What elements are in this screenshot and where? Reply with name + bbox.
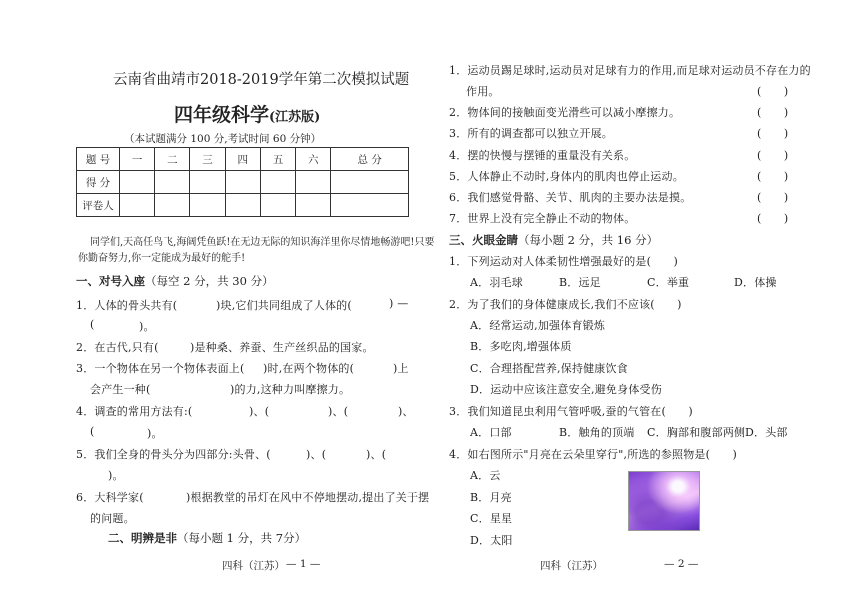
question-text: )、 — [398, 405, 414, 418]
grader-cell[interactable] — [296, 194, 331, 217]
grader-cell[interactable] — [225, 194, 260, 217]
question-text: )上 — [393, 362, 409, 375]
answer-bracket[interactable]: ( ) — [757, 127, 789, 140]
question-text: )、( — [328, 405, 349, 418]
option-d[interactable]: D．头部 — [745, 426, 788, 439]
score-header-cell: 五 — [260, 148, 295, 171]
question-text: 1．下列运动对人体柔韧性增强最好的是( ) — [449, 255, 678, 268]
exam-info: （本试题满分 100 分,考试时间 60 分钟） — [124, 133, 322, 145]
option-c[interactable]: C．举重 — [647, 276, 690, 289]
question-text: 会产生一种( — [90, 383, 151, 396]
grader-cell[interactable] — [120, 194, 155, 217]
question-text: 4．摆的快慢与摆锤的重量没有关系。 — [449, 149, 636, 162]
option-a[interactable]: A．羽毛球 — [470, 276, 523, 289]
option-d[interactable]: D．运动中应该注意安全,避免身体受伤 — [470, 383, 662, 396]
score-header-cell: 六 — [296, 148, 331, 171]
question-text: ( — [90, 318, 95, 331]
question-text: 4．调查的常用方法有:( — [76, 405, 193, 418]
question-text: 3．一个物体在另一个物体表面上( — [76, 362, 245, 375]
exam-subtitle: 四年级科学(江苏版) — [174, 104, 321, 126]
grader-row — [77, 194, 409, 217]
question-text: 2．物体间的接触面变光滑些可以减小摩擦力。 — [449, 106, 681, 119]
score-header-cell: 四 — [225, 148, 260, 171]
option-a[interactable]: A．云 — [470, 469, 501, 482]
option-d[interactable]: D．太阳 — [470, 534, 513, 547]
question-text: 作用。 — [466, 85, 500, 98]
question-text: )时,在两个物体的( — [263, 362, 355, 375]
question-text: ) — — [389, 297, 409, 310]
answer-bracket[interactable]: ( ) — [757, 191, 789, 204]
score-header-cell: 总 分 — [331, 148, 409, 171]
question-text: 3．所有的调查都可以独立开展。 — [449, 127, 613, 140]
section-title: 三、火眼金睛（每小题 2 分，共 16 分） — [449, 233, 659, 247]
score-cell[interactable] — [155, 171, 190, 194]
option-b[interactable]: B．多吃肉,增强体质 — [470, 340, 572, 353]
question-text: 6．大科学家( — [76, 491, 144, 504]
option-b[interactable]: B．触角的顶端 — [559, 426, 635, 439]
footer-subject: 四科（江苏） — [540, 560, 603, 572]
score-row-label: 得 分 — [77, 171, 120, 194]
option-b[interactable]: B．远足 — [559, 276, 601, 289]
question-text: 6．我们感觉骨骼、关节、肌肉的主要办法是摸。 — [449, 191, 692, 204]
question-text: 5．人体静止不动时,身体内的肌肉也停止运动。 — [449, 170, 684, 183]
intro-text: 你勤奋努力,你一定能成为最好的舵手! — [78, 253, 246, 264]
answer-bracket[interactable]: ( ) — [757, 212, 789, 225]
score-header-cell: 三 — [190, 148, 225, 171]
score-header-cell: 二 — [155, 148, 190, 171]
moon-cloud-image — [628, 471, 700, 531]
score-cell[interactable] — [260, 171, 295, 194]
question-text: )。 — [139, 320, 155, 333]
score-cell[interactable] — [296, 171, 331, 194]
question-text: 1．人体的骨头共有( — [76, 299, 178, 312]
question-text: )、( — [249, 405, 270, 418]
section-title: 二、明辨是非（每小题 1 分，共 7分） — [108, 531, 307, 545]
question-text: )、( — [366, 448, 387, 461]
grader-row-label: 评卷人 — [77, 194, 120, 217]
score-table-header-row — [77, 148, 409, 171]
grader-cell[interactable] — [260, 194, 295, 217]
option-c[interactable]: C．合理搭配营养,保持健康饮食 — [470, 362, 628, 375]
score-cell[interactable] — [331, 171, 409, 194]
question-text: )块,它们共同组成了人体的( — [216, 299, 352, 312]
question-text: 1．运动员踢足球时,运动员对足球有力的作用,而足球对运动员不存在力的 — [449, 64, 811, 77]
footer-subject: 四科（江苏） — [222, 560, 285, 572]
page-number: — 1 — — [286, 558, 321, 570]
option-b[interactable]: B．月亮 — [470, 491, 512, 504]
score-table — [76, 147, 409, 217]
option-c[interactable]: C．胸部和腹部两侧 — [647, 426, 746, 439]
option-c[interactable]: C．星星 — [470, 512, 513, 525]
question-text: 的问题。 — [90, 512, 135, 525]
question-text: 7．世界上没有完全静止不动的物体。 — [449, 212, 636, 225]
answer-bracket[interactable]: ( ) — [757, 85, 789, 98]
option-a[interactable]: A．经常运动,加强体育锻炼 — [470, 319, 606, 332]
question-text: ( — [90, 425, 95, 438]
question-text: )、( — [306, 448, 327, 461]
score-cell[interactable] — [225, 171, 260, 194]
page-number: — 2 — — [664, 558, 699, 570]
question-text: )。 — [108, 469, 124, 482]
question-text: )的力,这种力叫摩擦力。 — [230, 383, 351, 396]
score-header-cell: 题 号 — [77, 148, 120, 171]
answer-bracket[interactable]: ( ) — [757, 149, 789, 162]
score-row — [77, 171, 409, 194]
option-d[interactable]: D．体操 — [734, 276, 777, 289]
score-cell[interactable] — [120, 171, 155, 194]
question-text: )。 — [147, 427, 163, 440]
question-text: 2．为了我们的身体健康成长,我们不应该( ) — [449, 298, 682, 311]
question-text: 5．我们全身的骨头分为四部分:头骨、( — [76, 448, 271, 461]
option-a[interactable]: A．口部 — [470, 426, 512, 439]
section-title: 一、对号入座（每空 2 分，共 30 分） — [76, 274, 274, 288]
answer-bracket[interactable]: ( ) — [757, 106, 789, 119]
grader-cell[interactable] — [190, 194, 225, 217]
intro-text: 同学们,天高任鸟飞,海阔凭鱼跃!在无边无际的知识海洋里你尽情地畅游吧!只要 — [90, 237, 435, 248]
answer-bracket[interactable]: ( ) — [757, 170, 789, 183]
question-text: )是种桑、养蚕、生产丝织品的国家。 — [190, 341, 374, 354]
score-cell[interactable] — [190, 171, 225, 194]
exam-title: 云南省曲靖市2018-2019学年第二次模拟试题 — [113, 72, 410, 88]
question-text: 2．在古代,只有( — [76, 341, 159, 354]
question-text: )根据教堂的吊灯在风中不停地摆动,提出了关于摆 — [186, 491, 430, 504]
grader-cell[interactable] — [155, 194, 190, 217]
question-text: 3．我们知道昆虫利用气管呼吸,蚕的气管在( ) — [449, 405, 693, 418]
score-header-cell: 一 — [120, 148, 155, 171]
question-text: 4．如右图所示"月亮在云朵里穿行",所选的参照物是( ) — [449, 448, 737, 461]
grader-cell[interactable] — [331, 194, 409, 217]
